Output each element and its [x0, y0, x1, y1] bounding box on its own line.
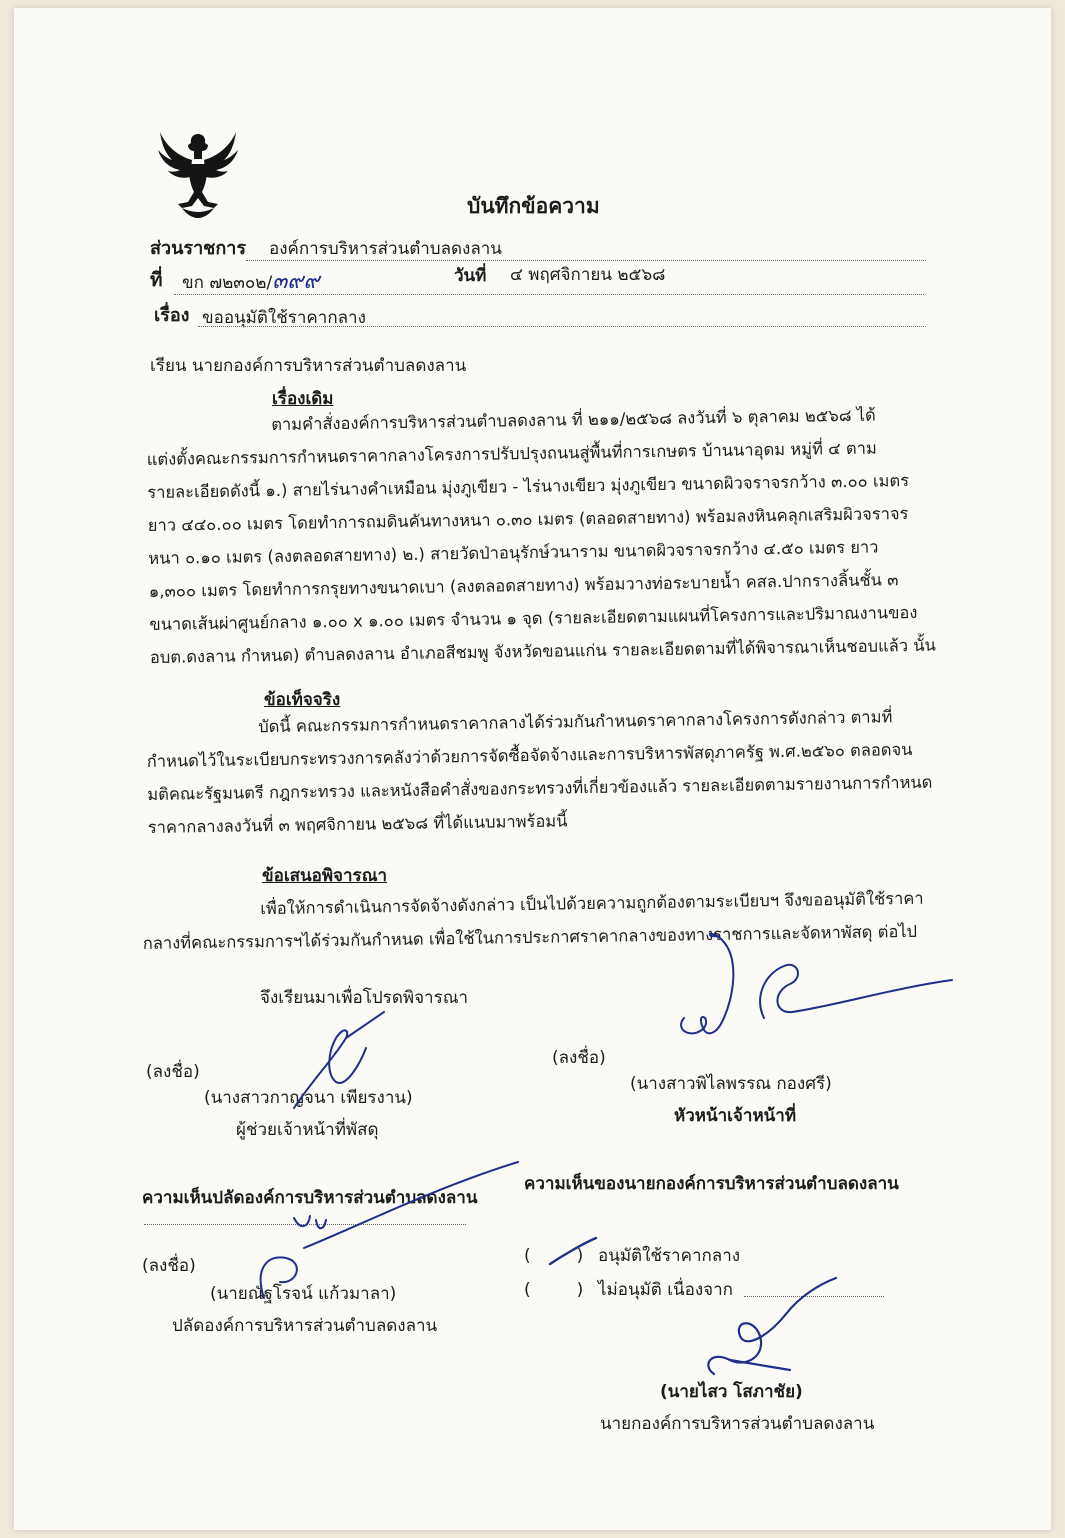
right-signer-name: (นางสาวพิไลพรรณ กองศรี) — [630, 1074, 832, 1094]
date-label: วันที่ — [454, 266, 487, 286]
deputy-opinion-dotted-line — [144, 1224, 466, 1225]
background-heading: เรื่องเดิม — [272, 389, 334, 409]
reject-close-paren: ) — [576, 1280, 584, 1300]
ref-prefix: ขก ๗๒๓๐๒/ — [182, 273, 273, 293]
background-line: แต่งตั้งคณะกรรมการกำหนดราคากลางโครงการปรับปรุงถนนสู่พื้นที่การเกษตร บ้านนาอุดม หมู่ที่ ๔ ตาม — [146, 438, 877, 469]
proposal-paragraph — [142, 881, 983, 960]
agency-dotted-line — [246, 260, 926, 261]
deputy-opinion-heading: ความเห็นปลัดองค์การบริหารส่วนตำบลดงลาน — [142, 1188, 478, 1208]
left-sign-label: (ลงชื่อ) — [146, 1062, 200, 1082]
background-line: รายละเอียดดังนี้ ๑.) สายไร่นางคำเหมือน มุ่งภูเขียว - ไร่นางเขียว มุ่งภูเขียว ขนาดผิวจราจรกว้าง ๓.๐๐ เมตร — [147, 471, 910, 502]
reject-option-label: ไม่อนุมัติ เนื่องจาก — [598, 1280, 733, 1300]
facts-line: กำหนดไว้ในระเบียบกระทรวงการคลังว่าด้วยการจัดซื้อจัดจ้างและการบริหารพัสดุภาครัฐ พ.ศ.๒๕๖๐ ตลอดจน — [146, 739, 913, 771]
proposal-line: เพื่อให้การดำเนินการจัดจ้างดังกล่าว เป็นไปด้วยความถูกต้องตามระเบียบฯ จึงขออนุมัติใช้ราคา — [260, 888, 924, 919]
subject-label: เรื่อง — [154, 305, 190, 326]
addressee: เรียน นายกองค์การบริหารส่วนตำบลดงลาน — [150, 356, 467, 376]
approve-option-label: อนุมัติใช้ราคากลาง — [598, 1246, 741, 1266]
background-paragraph — [146, 397, 986, 674]
closing-text: จึงเรียนมาเพื่อโปรดพิจารณา — [260, 988, 469, 1008]
memo-page — [14, 8, 1051, 1530]
right-sign-label: (ลงชื่อ) — [552, 1048, 606, 1068]
ref-handwritten-number: ๓๙๙ — [272, 269, 320, 294]
facts-paragraph — [146, 699, 984, 844]
approve-close-paren: ) — [576, 1246, 584, 1266]
subject-dotted-line — [198, 326, 926, 327]
facts-line: ราคากลางลงวันที่ ๓ พฤศจิกายน ๒๕๖๘ ที่ได้แนบมาพร้อมนี้ — [147, 811, 568, 837]
background-line: ขนาดเส้นผ่าศูนย์กลาง ๑.๐๐ x ๑.๐๐ เมตร จำนวน ๑ จุด (รายละเอียดตามแผนที่โครงการและปริมาณงานของ — [149, 602, 918, 634]
subject-value: ขออนุมัติใช้ราคากลาง — [202, 308, 366, 328]
right-signer-title: หัวหน้าเจ้าหน้าที่ — [674, 1106, 797, 1126]
background-line: ตามคำสั่งองค์การบริหารส่วนตำบลดงลาน ที่ ๒๑๑/๒๕๖๘ ลงวันที่ ๖ ตุลาคม ๒๕๖๘ ได้ — [271, 405, 876, 435]
garuda-emblem-icon — [152, 126, 244, 226]
deputy-title: ปลัดองค์การบริหารส่วนตำบลดงลาน — [172, 1316, 438, 1336]
ref-dotted-line — [174, 294, 924, 295]
deputy-sign-label: (ลงชื่อ) — [142, 1256, 196, 1276]
memo-title: บันทึกข้อความ — [467, 194, 600, 218]
agency-value: องค์การบริหารส่วนตำบลดงลาน — [269, 239, 502, 259]
proposal-heading: ข้อเสนอพิจารณา — [262, 866, 388, 886]
approve-open-paren: ( — [524, 1246, 531, 1266]
background-line: ๑,๓๐๐ เมตร โดยทำการกรุยทางขนาดเบา (ลงตลอดสายทาง) พร้อมวางท่อระบายน้ำ คสล.ปากรางลิ้นชั้น ๓ — [148, 570, 899, 601]
ref-number — [182, 270, 320, 295]
facts-line: มติคณะรัฐมนตรี กฎกระทรวง และหนังสือคำสั่งของกระทรวงที่เกี่ยวข้องแล้ว รายละเอียดตามรายงานการกำหนด — [147, 772, 933, 804]
mayor-opinion-heading: ความเห็นของนายกองค์การบริหารส่วนตำบลดงลาน — [524, 1174, 899, 1194]
left-signer-name: (นางสาวกาญจนา เพียรงาน) — [204, 1088, 413, 1108]
reject-checkbox[interactable] — [524, 1278, 583, 1302]
background-line: ยาว ๔๔๐.๐๐ เมตร โดยทำการถมดินคันทางหนา ๐.๓๐ เมตร (ตลอดสายทาง) พร้อมลงหินคลุกเสริมผิวจราจร — [147, 504, 909, 535]
proposal-line: กลางที่คณะกรรมการฯได้ร่วมกันกำหนด เพื่อใช้ในการประกาศราคากลางของทางราชการและจัดหาพัสดุ ต่อไป — [142, 921, 918, 953]
mayor-title: นายกองค์การบริหารส่วนตำบลดงลาน — [600, 1414, 875, 1434]
reject-reason-dotted-line — [744, 1296, 884, 1297]
background-line: หนา ๐.๑๐ เมตร (ลงตลอดสายทาง) ๒.) สายวัดป่าอนุรักษ์วนาราม ขนาดผิวจราจรกว้าง ๔.๕๐ เมตร ยาว — [148, 537, 879, 568]
mayor-name: (นายไสว โสภาชัย) — [660, 1382, 803, 1402]
background-line: อบต.ดงลาน กำหนด) ตำบลดงลาน อำเภอสีชมพู จังหวัดขอนแก่น รายละเอียดตามที่ได้พิจารณาเห็นชอบแล้ว นั้น — [149, 635, 936, 667]
agency-label: ส่วนราชการ — [150, 238, 247, 259]
facts-heading: ข้อเท็จจริง — [264, 690, 341, 710]
facts-line: บัดนี้ คณะกรรมการกำหนดราคากลางได้ร่วมกันกำหนดราคากลางโครงการดังกล่าว ตามที่ — [258, 707, 893, 737]
reject-open-paren: ( — [524, 1280, 531, 1300]
ref-label: ที่ — [150, 269, 163, 291]
left-signer-title: ผู้ช่วยเจ้าหน้าที่พัสดุ — [236, 1120, 379, 1140]
deputy-name: (นายณัฐโรจน์ แก้วมาลา) — [210, 1284, 397, 1304]
date-value: ๔ พฤศจิกายน ๒๕๖๘ — [510, 265, 666, 285]
approve-checkbox[interactable] — [524, 1244, 583, 1268]
